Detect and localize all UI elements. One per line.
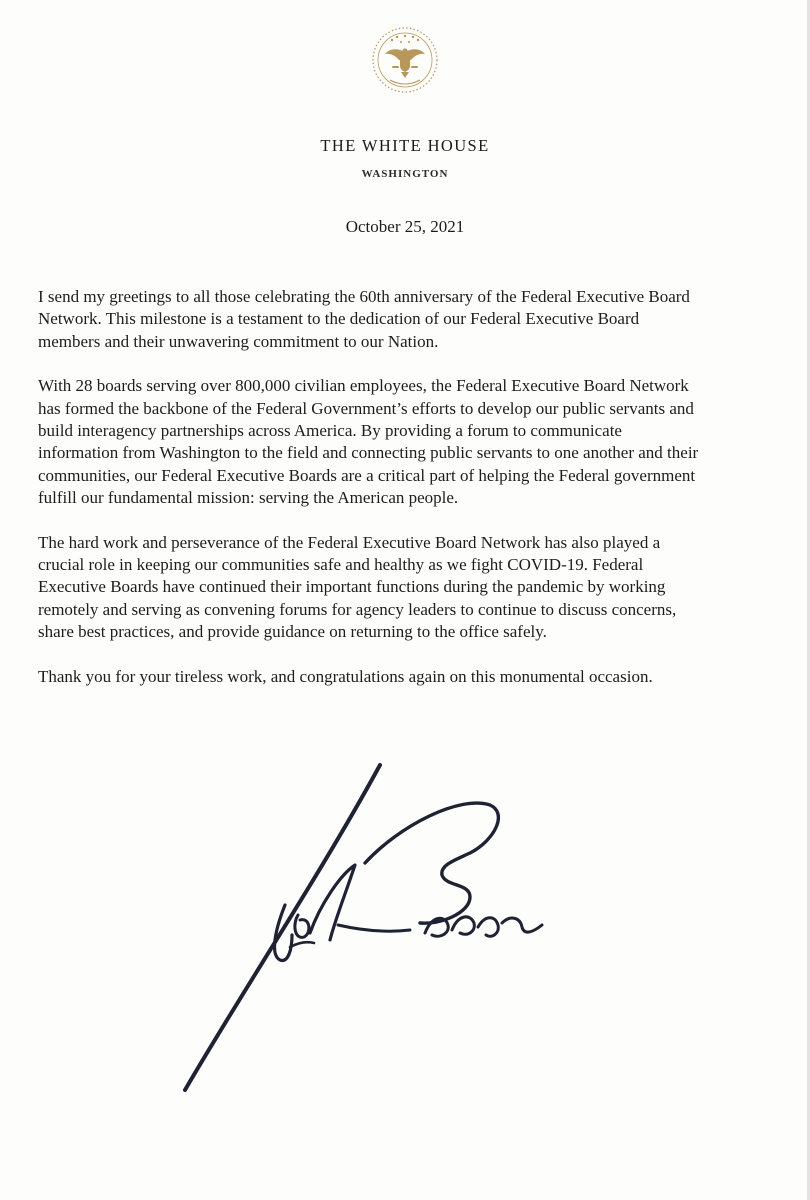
paragraph-boards: With 28 boards serving over 800,000 civilian employees, the Federal Executive Board Network has formed the backbone of the Federal Government’s efforts to develop our public servants and build interagency partnerships across America. By providing a forum to communicate information from Washington to the field and connecting public servants to one another and their communities, our Federal Executive Boards are a critical part of helping the Federal government fulfill our fundamental mission: serving the American people. bbox=[38, 376, 699, 508]
letterhead-title: THE WHITE HOUSE bbox=[320, 136, 490, 155]
letter-body bbox=[38, 286, 783, 710]
letter-date: October 25, 2021 bbox=[345, 217, 465, 236]
paragraph-covid: The hard work and perseverance of the Federal Executive Board Network has also played a crucial role in keeping our communities safe and healthy as we fight COVID-19. Federal Executive Boards have continued their important functions during the pandemic by working remotely and serving as convening forums for agency leaders to continue to discuss concerns, share best practices, and provide guidance on returning to the office safely. bbox=[38, 532, 677, 642]
letterhead-subtitle: WASHINGTON bbox=[361, 168, 449, 180]
handwritten-signature-icon bbox=[170, 755, 570, 1105]
presidential-seal-icon bbox=[370, 22, 440, 98]
paragraph-closing: Thank you for your tireless work, and congratulations again on this monumental occasion. bbox=[38, 666, 653, 686]
paragraph-greeting: I send my greetings to all those celebrating the 60th anniversary of the Federal Executive Board Network. This milestone is a testament to the dedication of our Federal Executive Board members and their unwavering commitment to our Nation. bbox=[38, 287, 690, 351]
